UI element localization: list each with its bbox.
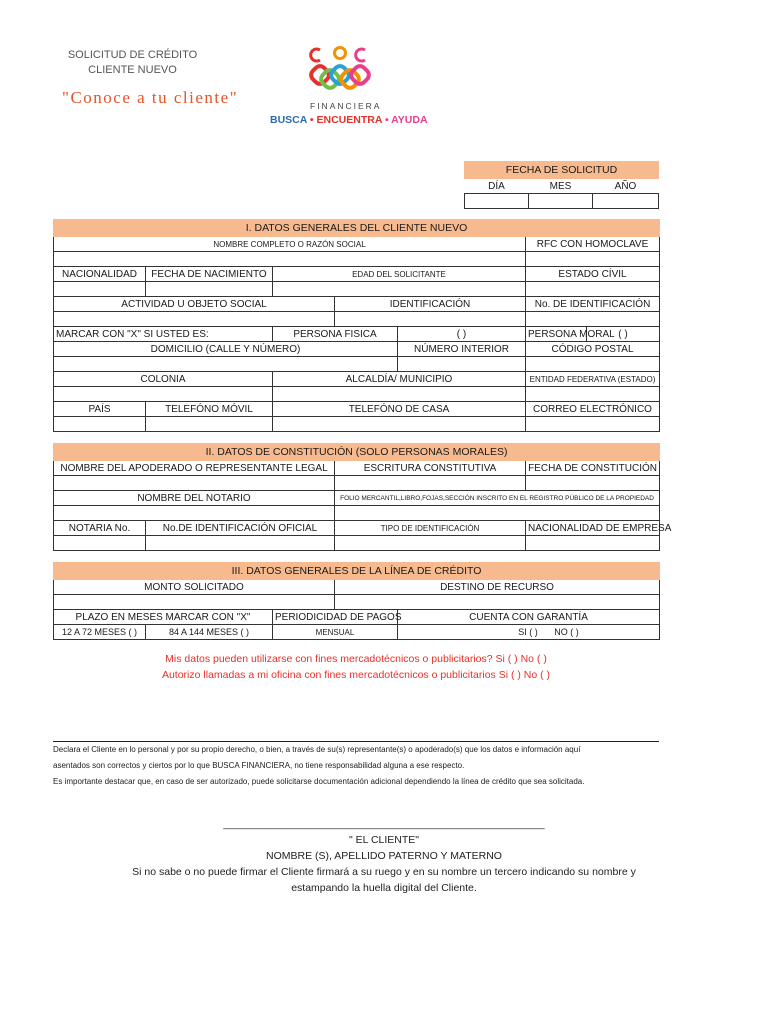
section-1-title: I. DATOS GENERALES DEL CLIENTE NUEVO	[54, 220, 660, 237]
identificacion-field[interactable]	[335, 312, 526, 327]
tag-ayuda: AYUDA	[391, 114, 428, 126]
folio-field[interactable]	[335, 506, 660, 521]
persona-moral-checkbox[interactable]: ( )	[587, 327, 660, 342]
logo-tagline	[270, 114, 428, 126]
signature-cliente: " EL CLIENTE"	[348, 834, 420, 846]
fecha-solicitud-table	[464, 161, 659, 209]
periodicidad-label: PERIODICIDAD DE PAGOS	[273, 610, 398, 625]
legal-line-3: Es importante destacar que, en caso de ser autorizado, puede solicitarse documentación adicional dependiendo la línea de crédito que sea solicitada.	[53, 777, 585, 786]
nombre-field[interactable]	[54, 252, 526, 267]
garantia-no-option[interactable]: NO ( )	[554, 626, 579, 637]
fecha-constitucion-label: FECHA DE CONSTITUCIÓN	[526, 461, 660, 476]
alcaldia-field[interactable]	[273, 387, 526, 402]
nombre-label: NOMBRE COMPLETO O RAZÓN SOCIAL	[54, 237, 526, 252]
company-logo	[270, 38, 428, 130]
tag-dot2: •	[384, 114, 389, 126]
estado-civil-label: ESTADO CÍVIL	[526, 267, 660, 282]
numero-interior-field[interactable]	[398, 357, 526, 372]
persona-fisica-label: PERSONA FISICA	[273, 327, 398, 342]
nacionalidad-empresa-field[interactable]	[526, 536, 660, 551]
logo-mark-icon	[270, 38, 410, 104]
edad-label: EDAD DEL SOLICITANTE	[273, 267, 526, 282]
section-3-table	[53, 562, 660, 640]
signature-block	[84, 816, 684, 896]
dia-field[interactable]	[465, 194, 529, 209]
escritura-label: ESCRITURA CONSTITUTIVA	[335, 461, 526, 476]
signature-line: _______________________________________________________	[223, 818, 545, 830]
mes-field[interactable]	[529, 194, 593, 209]
dia-label: DÍA	[488, 180, 505, 192]
tipo-ident-field[interactable]	[335, 536, 526, 551]
section-2-table	[53, 443, 672, 551]
codigo-postal-field[interactable]	[526, 357, 660, 372]
cuenta-garantia-label: CUENTA CON GARANTÍA	[398, 610, 660, 625]
plazo-label: PLAZO EN MESES MARCAR CON "X"	[54, 610, 273, 625]
notaria-field[interactable]	[54, 536, 146, 551]
apoderado-label: NOMBRE DEL APODERADO O REPRESENTANTE LEGAL	[54, 461, 335, 476]
notario-label: NOMBRE DEL NOTARIO	[54, 491, 335, 506]
estado-civil-field[interactable]	[526, 282, 660, 297]
alcaldia-label: ALCALDÍA/ MUNICIPIO	[273, 372, 526, 387]
form-title-line1: SOLICITUD DE CRÉDITO	[67, 49, 198, 61]
persona-moral-label: PERSONA MORAL	[526, 327, 587, 342]
domicilio-field[interactable]	[54, 357, 398, 372]
notaria-label: NOTARIA No.	[54, 521, 146, 536]
nacionalidad-field[interactable]	[54, 282, 146, 297]
legal-line-2: asentados son correctos y ciertos por lo que BUSCA FINANCIERA, no tiene responsabilidad alguna a ese respecto.	[53, 761, 465, 770]
section-3-title: III. DATOS GENERALES DE LA LÍNEA DE CRÉDITO	[54, 563, 660, 580]
destino-label: DESTINO DE RECURSO	[335, 580, 660, 595]
monto-label: MONTO SOLICITADO	[54, 580, 335, 595]
notario-field[interactable]	[54, 506, 335, 521]
section-2-title: II. DATOS DE CONSTITUCIÓN (SOLO PERSONAS MORALES)	[54, 444, 660, 461]
fecha-nacimiento-label: FECHA DE NACIMIENTO	[146, 267, 273, 282]
nacionalidad-empresa-label: NACIONALIDAD DE EMPRESA	[526, 521, 660, 536]
entidad-field[interactable]	[526, 387, 660, 402]
mes-label: MES	[549, 180, 572, 192]
actividad-label: ACTIVIDAD U OBJETO SOCIAL	[54, 297, 335, 312]
plazo-12-72-option[interactable]: 12 A 72 MESES ( )	[54, 625, 146, 640]
marketing-notice-1: Mis datos pueden utilizarse con fines mercadotécnicos o publicitarios? Si ( ) No ( )	[165, 653, 547, 665]
correo-label: CORREO ELECTRÓNICO	[526, 402, 660, 417]
anio-label: AÑO	[614, 180, 637, 192]
nacionalidad-label: NACIONALIDAD	[54, 267, 146, 282]
escritura-field[interactable]	[335, 476, 526, 491]
fecha-nacimiento-field[interactable]	[146, 282, 273, 297]
tag-encuentra: ENCUENTRA	[316, 114, 383, 126]
tag-dot1: •	[309, 114, 314, 126]
colonia-field[interactable]	[54, 387, 273, 402]
logo-brand-text: FINANCIERA	[310, 101, 382, 111]
entidad-label: ENTIDAD FEDERATIVA (ESTADO)	[526, 372, 660, 387]
monto-field[interactable]	[54, 595, 335, 610]
form-title	[60, 48, 205, 78]
signature-nombre: NOMBRE (S), APELLIDO PATERNO Y MATERNO	[266, 850, 502, 862]
garantia-options	[398, 625, 660, 640]
numero-interior-label: NÚMERO INTERIOR	[398, 342, 526, 357]
marketing-notice-2: Autorizo llamadas a mi oficina con fines mercadotécnicos o publicitarios Si ( ) No ( )	[161, 669, 551, 681]
edad-field[interactable]	[273, 282, 526, 297]
telefono-casa-field[interactable]	[273, 417, 526, 432]
periodicidad-mensual: MENSUAL	[273, 625, 398, 640]
fecha-solicitud-header: FECHA DE SOLICITUD	[465, 162, 659, 179]
no-identificacion-field[interactable]	[526, 312, 660, 327]
persona-fisica-checkbox[interactable]: ( )	[398, 327, 526, 342]
colonia-label: COLONIA	[54, 372, 273, 387]
identificacion-label: IDENTIFICACIÓN	[335, 297, 526, 312]
tipo-ident-label: TIPO DE IDENTIFICACIÓN	[335, 521, 526, 536]
marketing-notices	[53, 651, 659, 683]
telefono-casa-label: TELEFÓNO DE CASA	[273, 402, 526, 417]
rfc-label: RFC CON HOMOCLAVE	[526, 237, 660, 252]
folio-label: FOLIO MERCANTIL,LIBRO,FOJAS,SECCIÓN INSCRITO EN EL REGISTRO PÚBLICO DE LA PROPIEDAD	[335, 491, 660, 506]
fecha-constitucion-field[interactable]	[526, 476, 660, 491]
domicilio-label: DOMICILIO (CALLE Y NÚMERO)	[54, 342, 398, 357]
plazo-84-144-option[interactable]: 84 A 144 MESES ( )	[146, 625, 273, 640]
pais-label: PAÍS	[54, 402, 146, 417]
slogan: "Conoce a tu cliente"	[62, 88, 239, 107]
telefono-movil-field[interactable]	[146, 417, 273, 432]
signature-note-2: estampando la huella digital del Cliente.	[291, 882, 477, 894]
pais-field[interactable]	[54, 417, 146, 432]
destino-field[interactable]	[335, 595, 660, 610]
telefono-movil-label: TELEFÓNO MÓVIL	[146, 402, 273, 417]
signature-note-1: Si no sabe o no puede firmar el Cliente firmará a su ruego y en su nombre un tercero indicando su nombre y	[132, 866, 636, 878]
no-ident-oficial-label: No.DE IDENTIFICACIÓN OFICIAL	[146, 521, 335, 536]
actividad-field[interactable]	[54, 312, 335, 327]
marcar-label: MARCAR CON "X" SI USTED ES:	[54, 327, 273, 342]
legal-line-1: Declara el Cliente en lo personal y por su propio derecho, o bien, a través de su(s) representante(s) o apoderado(s) que los datos e información aquí	[53, 745, 581, 754]
no-identificacion-label: No. DE IDENTIFICACIÓN	[526, 297, 660, 312]
form-title-line2: CLIENTE NUEVO	[88, 64, 177, 76]
correo-field[interactable]	[526, 417, 660, 432]
anio-field[interactable]	[593, 194, 659, 209]
apoderado-field[interactable]	[54, 476, 335, 491]
rfc-field[interactable]	[526, 252, 660, 267]
codigo-postal-label: CÓDIGO POSTAL	[526, 342, 660, 357]
garantia-si-option[interactable]: SI ( )	[518, 626, 538, 637]
legal-text	[53, 742, 673, 790]
no-ident-oficial-field[interactable]	[146, 536, 335, 551]
section-1-table	[53, 219, 660, 432]
tag-busca: BUSCA	[270, 114, 307, 126]
